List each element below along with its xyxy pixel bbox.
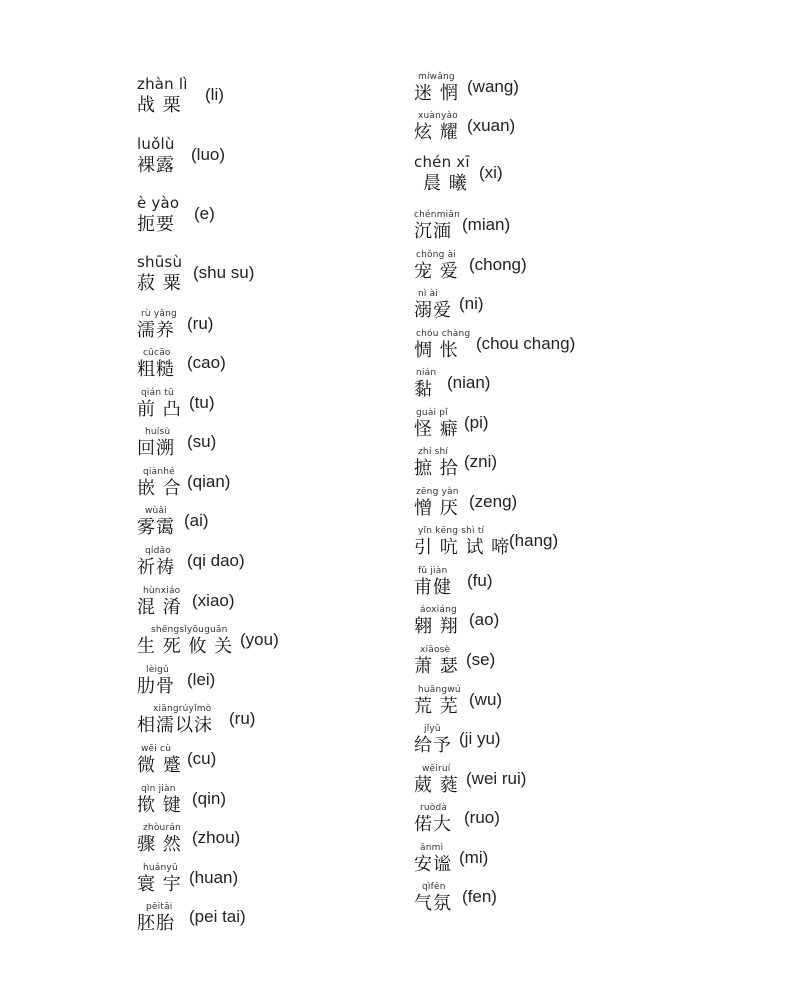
pinyin: è yào — [137, 194, 180, 212]
answer-pinyin: (wei rui) — [466, 769, 527, 788]
answer-pinyin: (fen) — [462, 887, 497, 906]
pinyin: chénmiǎn — [414, 210, 460, 220]
chinese-word: 迷 惘 — [414, 83, 459, 104]
answer-pinyin: (ao) — [469, 610, 500, 629]
chinese-word: 菽 粟 — [137, 273, 182, 294]
answer-pinyin: (wang) — [467, 77, 519, 96]
chinese-word: 宠 爱 — [414, 261, 459, 282]
chinese-word: 翱 翔 — [414, 616, 459, 637]
answer-pinyin: (li) — [205, 85, 224, 104]
answer-pinyin: (ru) — [229, 709, 256, 728]
chinese-word: 摭 拾 — [414, 458, 459, 479]
pinyin: qiànhé — [143, 467, 175, 477]
chinese-word: 祈祷 — [137, 557, 175, 578]
answer-pinyin: (ruo) — [464, 808, 500, 827]
pinyin: zēng yàn — [416, 487, 459, 497]
pinyin: cūcāo — [143, 348, 171, 358]
chinese-word: 混 淆 — [137, 597, 182, 618]
answer-pinyin: (ru) — [187, 314, 214, 333]
pinyin: yǐn kēng shì tí — [418, 526, 485, 536]
answer-pinyin: (ai) — [184, 511, 209, 530]
answer-pinyin: (e) — [194, 204, 215, 223]
pinyin: qìn jiàn — [141, 784, 176, 794]
pinyin: chóu chàng — [416, 329, 471, 339]
chinese-word: 气氛 — [414, 893, 452, 914]
answer-pinyin: (zeng) — [469, 492, 518, 511]
pinyin: zhàn lì — [137, 75, 188, 93]
pinyin: xiāosè — [420, 645, 451, 655]
answer-pinyin: (qi dao) — [187, 551, 245, 570]
chinese-word: 扼要 — [137, 214, 175, 235]
chinese-word: 憎 厌 — [414, 498, 459, 519]
chinese-word: 濡养 — [137, 320, 175, 341]
answer-pinyin: (su) — [187, 432, 217, 451]
chinese-word: 战 栗 — [137, 95, 182, 116]
answer-pinyin: (xiao) — [192, 591, 235, 610]
chinese-word: 给予 — [414, 735, 452, 756]
chinese-word: 萧 瑟 — [414, 656, 459, 677]
answer-pinyin: (cao) — [187, 353, 226, 372]
pinyin: zhí shí — [418, 447, 449, 457]
answer-pinyin: (tu) — [189, 393, 215, 412]
answer-pinyin: (chong) — [469, 255, 527, 274]
chinese-word: 前 凸 — [137, 399, 182, 420]
pinyin: wēi cù — [141, 744, 172, 754]
answer-pinyin: (you) — [240, 630, 279, 649]
chinese-word: 粗糙 — [137, 359, 175, 380]
answer-pinyin: (zhou) — [192, 828, 241, 847]
chinese-word: 寰 宇 — [137, 874, 182, 895]
chinese-word: 胚胎 — [137, 913, 175, 934]
pinyin: ānmì — [420, 843, 444, 853]
pinyin: shūsù — [137, 253, 183, 271]
pinyin: huányǔ — [143, 863, 178, 873]
chinese-word: 生 死 攸 关 — [137, 636, 234, 657]
chinese-word: 荒 芜 — [414, 696, 459, 717]
answer-pinyin: (se) — [466, 650, 496, 669]
pinyin: áoxiáng — [420, 605, 457, 615]
chinese-word: 沉湎 — [414, 221, 452, 242]
pinyin: nián — [416, 368, 437, 378]
pinyin: pēitāi — [146, 902, 173, 912]
pinyin: xuànyào — [418, 111, 458, 121]
chinese-word: 怪 癖 — [414, 419, 459, 440]
answer-pinyin: (ji yu) — [459, 729, 501, 748]
answer-pinyin: (hang) — [509, 531, 559, 550]
chinese-word: 惆 怅 — [414, 340, 459, 361]
pinyin: wēiruí — [422, 764, 451, 774]
answer-pinyin: (ni) — [459, 294, 484, 313]
pinyin: chén xī — [414, 153, 470, 171]
answer-pinyin: (nian) — [447, 373, 491, 392]
chinese-word: 偌大 — [414, 814, 452, 835]
chinese-word: 嵌 合 — [137, 478, 182, 499]
answer-pinyin: (xi) — [479, 163, 503, 182]
answer-pinyin: (qian) — [187, 472, 231, 491]
chinese-word: 甫健 — [414, 577, 452, 598]
answer-pinyin: (fu) — [467, 571, 493, 590]
chinese-word: 肋骨 — [137, 676, 175, 697]
answer-pinyin: (cu) — [187, 749, 217, 768]
pinyin: zhòurán — [143, 823, 181, 833]
answer-pinyin: (xuan) — [467, 116, 516, 135]
chinese-word: 引 吭 试 啼 — [414, 537, 511, 558]
chinese-word: 雾霭 — [137, 517, 175, 538]
pinyin: rù yǎng — [141, 309, 177, 319]
answer-pinyin: (wu) — [469, 690, 503, 709]
answer-pinyin: (lei) — [187, 670, 216, 689]
pinyin: xiāngrúyǐmò — [153, 704, 212, 714]
answer-pinyin: (pi) — [464, 413, 489, 432]
answer-pinyin: (mian) — [462, 215, 511, 234]
chinese-word: 晨 曦 — [423, 173, 468, 194]
pinyin: guài pǐ — [416, 408, 448, 418]
pinyin: shēngsǐyōuguān — [151, 625, 228, 635]
pinyin: huísù — [145, 427, 171, 437]
pinyin: wùǎi — [145, 506, 167, 516]
answer-pinyin: (qin) — [192, 789, 227, 808]
answer-pinyin: (pei tai) — [189, 907, 246, 926]
chinese-word: 微 蹙 — [137, 755, 182, 776]
answer-pinyin: (mi) — [459, 848, 489, 867]
pinyin: jǐyǔ — [424, 724, 441, 734]
pinyin: míwǎng — [418, 72, 455, 82]
pinyin: luǒlù — [137, 135, 175, 153]
answer-pinyin: (huan) — [189, 868, 239, 887]
pinyin: qìfēn — [422, 882, 446, 892]
chinese-word: 裸露 — [137, 155, 175, 176]
pinyin: nì ài — [418, 289, 439, 299]
answer-pinyin: (luo) — [191, 145, 226, 164]
chinese-word: 骤 然 — [137, 834, 182, 855]
answer-pinyin: (shu su) — [193, 263, 255, 282]
answer-pinyin: (chou chang) — [476, 334, 576, 353]
chinese-word: 回溯 — [137, 438, 175, 459]
chinese-word: 溺爱 — [414, 300, 452, 321]
pinyin: lèigǔ — [146, 665, 169, 675]
pinyin: chǒng ài — [416, 250, 457, 260]
chinese-word: 葳 蕤 — [414, 775, 459, 796]
pinyin: ruòdà — [420, 803, 448, 813]
chinese-word: 相濡以沫 — [137, 715, 213, 736]
chinese-word: 炫 耀 — [414, 122, 459, 143]
chinese-word: 揿 键 — [137, 795, 182, 816]
chinese-word: 安谧 — [414, 854, 452, 875]
pinyin: hùnxiáo — [143, 586, 181, 596]
pinyin: qídǎo — [145, 546, 171, 556]
pinyin: huāngwú — [418, 685, 461, 695]
pinyin: fǔ jiàn — [418, 566, 448, 576]
chinese-word: 黏 — [414, 379, 433, 400]
pinyin: qián tū — [141, 388, 174, 398]
answer-pinyin: (zni) — [464, 452, 498, 471]
